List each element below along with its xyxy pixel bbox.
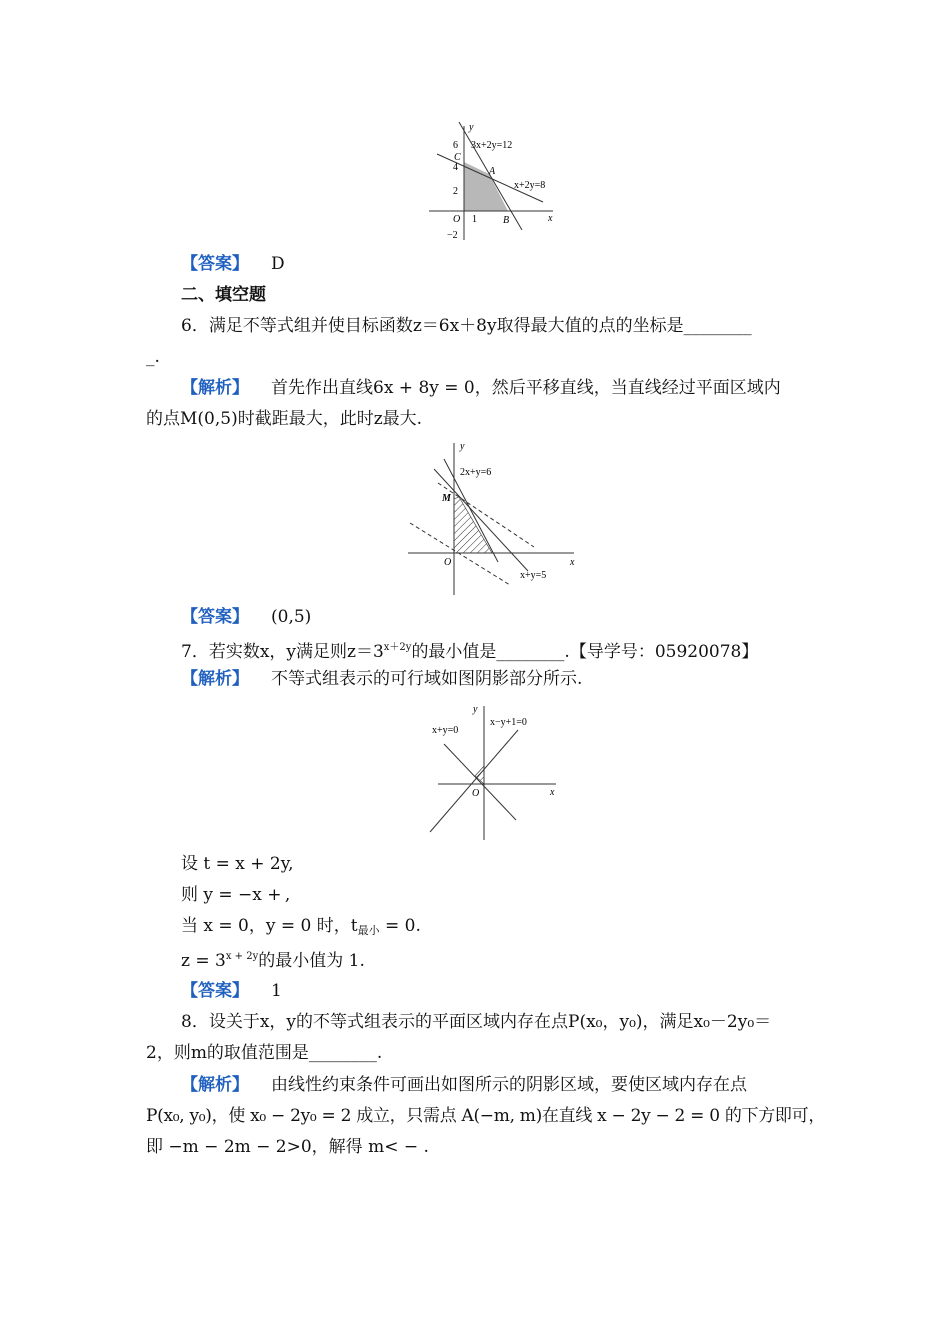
question-6-analysis-line-2: 的点M(0,5)时截距最大，此时z最大. xyxy=(146,409,423,429)
answer-5-value: D xyxy=(271,254,285,274)
figure-1-tick-6: 6 xyxy=(453,140,458,151)
question-8-analysis-line-1 xyxy=(181,1073,747,1097)
figure-3-label-y: y xyxy=(473,704,478,715)
question-7-stem-b: 的最小值是________. xyxy=(411,642,570,662)
figure-2-label-y: y xyxy=(460,441,465,452)
section-heading: 二、填空题 xyxy=(181,285,266,305)
figure-2-feasible-region xyxy=(402,437,582,599)
question-7-analysis-line xyxy=(181,667,582,691)
question-7-step-3-sub: 最小 xyxy=(357,924,380,937)
question-6-stem: 6．满足不等式组并使目标函数z＝6x＋8y取得最大值的点的坐标是________ xyxy=(181,316,752,336)
question-8-analysis-line-3: 即 −m − 2m − 2>0，解得 m< − . xyxy=(146,1137,429,1157)
figure-3-origin: O xyxy=(472,788,480,799)
figure-2-hatched-region xyxy=(454,497,492,553)
answer-tag: 【答案】 xyxy=(181,254,249,274)
figure-1-label-y: y xyxy=(469,122,474,133)
question-7-step-4 xyxy=(181,945,365,973)
answer-7-line xyxy=(181,979,282,1003)
figure-2-label-2x-y-6: 2x+y=6 xyxy=(460,467,492,478)
figure-1-tick-2: 2 xyxy=(453,186,458,197)
figure-1-tick-1: 1 xyxy=(472,214,477,225)
figure-1-label-x: x xyxy=(548,213,553,224)
figure-3-label-x: x xyxy=(550,787,555,798)
figure-1-label-3x-2y-12: 3x+2y=12 xyxy=(471,140,513,151)
figure-1-point-a: A xyxy=(489,166,496,177)
figure-2-label-x-y-5: x+y=5 xyxy=(520,570,547,581)
question-7-step-4-a: z = 3 xyxy=(181,951,226,971)
answer-5-line xyxy=(181,252,285,276)
question-8-stem-line-2: 2，则m的取值范围是________. xyxy=(146,1043,383,1063)
question-7-step-1: 设 t = x + 2y, xyxy=(181,854,294,874)
figure-1-point-b: B xyxy=(503,215,510,226)
figure-1-feasible-region xyxy=(425,118,560,243)
question-7-step-3 xyxy=(181,914,421,943)
figure-2-label-x: x xyxy=(570,557,575,568)
question-7-stem-a: 7．若实数x，y满足则z＝3 xyxy=(181,642,384,662)
dashed-line-upper xyxy=(438,483,534,547)
answer-6-line xyxy=(181,605,311,629)
question-8-analysis-line-2: P(x₀, y₀)，使 x₀ − 2y₀ = 2 成立，只需点 A(−m, m)在直线 x − 2y − 2 = 0 的下方即可， xyxy=(146,1106,826,1126)
answer-7-value: 1 xyxy=(271,981,282,1001)
analysis-tag: 【解析】 xyxy=(181,669,249,689)
analysis-tag: 【解析】 xyxy=(181,378,249,398)
question-7-exponent: x＋2y xyxy=(383,642,412,653)
question-7-step-4-b: 的最小值为 1. xyxy=(258,951,365,971)
figure-3-label-x-y-0: x+y=0 xyxy=(432,725,459,736)
question-6-analysis-text-1: 首先作出直线6x + 8y = 0，然后平移直线，当直线经过平面区域内 xyxy=(271,378,781,398)
figure-1-point-c: C xyxy=(454,152,461,163)
figure-3-label-x-y-1-0: x−y+1=0 xyxy=(490,717,527,728)
question-7-step-3-a: 当 x = 0，y = 0 时，t xyxy=(181,916,358,936)
question-7-ref: 【导学号：05920078】 xyxy=(569,642,759,662)
answer-tag: 【答案】 xyxy=(181,981,249,1001)
figure-1-label-x-2y-8: x+2y=8 xyxy=(514,180,546,191)
figure-3-feasible-region xyxy=(426,700,566,842)
question-7-step-4-exponent: x + 2y xyxy=(225,951,259,962)
answer-6-value: (0,5) xyxy=(271,607,312,627)
figure-2-point-m: M xyxy=(442,493,451,504)
figure-1-tick-neg2: −2 xyxy=(447,230,458,241)
figure-1-tick-4: 4 xyxy=(453,162,458,173)
line-x-y-5 xyxy=(434,469,528,571)
answer-tag: 【答案】 xyxy=(181,607,249,627)
question-7-analysis-text: 不等式组表示的可行域如图阴影部分所示. xyxy=(271,669,583,689)
question-7-stem xyxy=(181,636,758,664)
question-8-stem-line-1: 8．设关于x，y的不等式组表示的平面区域内存在点P(x₀，y₀)，满足x₀－2y₀＝ xyxy=(181,1012,772,1032)
question-7-step-2: 则 y = −x + , xyxy=(181,885,291,905)
question-8-analysis-text-1: 由线性约束条件可画出如图所示的阴影区域，要使区域内存在点 xyxy=(271,1075,747,1095)
figure-2-origin: O xyxy=(444,557,452,568)
analysis-tag: 【解析】 xyxy=(181,1075,249,1095)
figure-1-origin: O xyxy=(453,214,461,225)
question-6-analysis-line-1 xyxy=(181,376,781,400)
line-x-y-0 xyxy=(444,744,516,820)
line-x-y-1-0 xyxy=(430,730,518,832)
question-7-step-3-b: = 0. xyxy=(379,916,421,936)
question-6-stem-continued: _. xyxy=(146,347,160,367)
